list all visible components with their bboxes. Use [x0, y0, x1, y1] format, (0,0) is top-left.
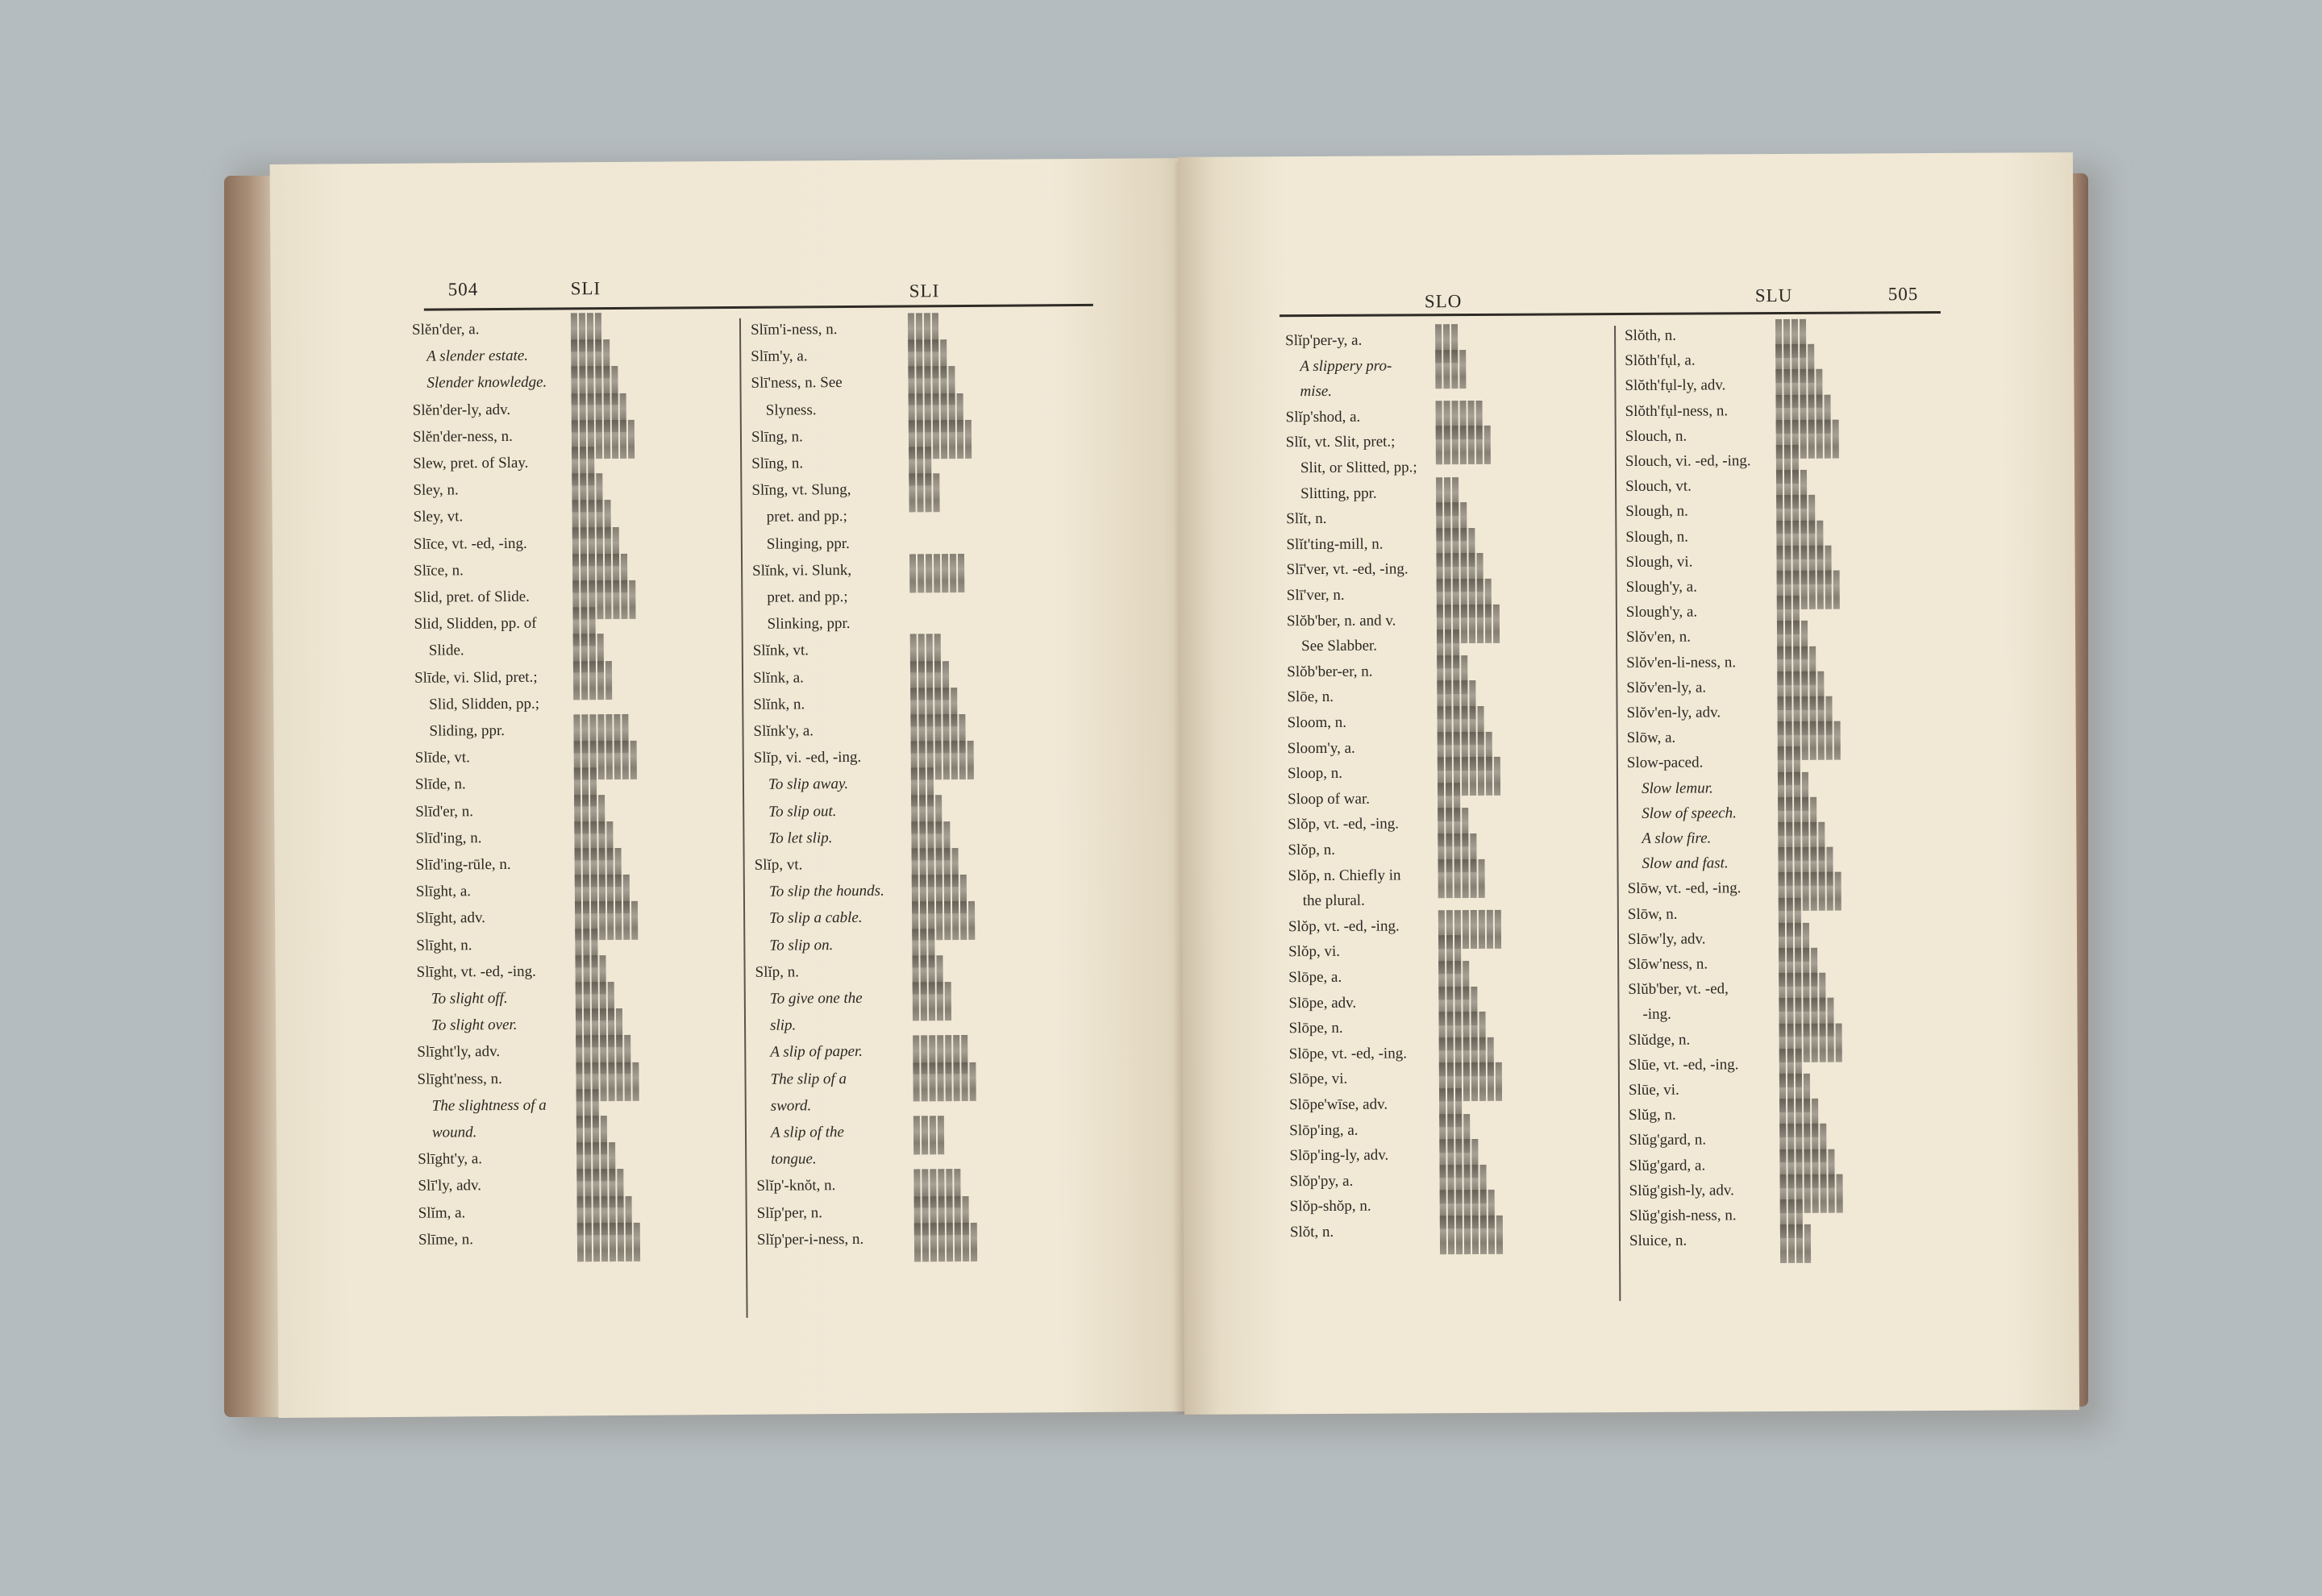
entry-headword: A slow fire.: [1642, 829, 1712, 847]
entry-headword: Slow lemur.: [1641, 779, 1713, 797]
entry-headword: Slīd'ing-rūle, n.: [415, 855, 511, 874]
entry-headword: Slūe, vi.: [1628, 1081, 1679, 1099]
right-header-rule: [1280, 311, 1941, 317]
entry-headword: mise.: [1300, 383, 1333, 401]
entry-headword: Slīng, vt. Slung,: [751, 481, 851, 500]
left-column-rule: [739, 318, 748, 1318]
entry-headword: Slĭt'ting-mill, n.: [1286, 535, 1384, 554]
entry-headword: -ing.: [1642, 1006, 1671, 1024]
right-page: [1178, 152, 2079, 1415]
entry-headword: Slīght, n.: [416, 936, 472, 954]
entry-headword: Slid, Slidden, pp.;: [429, 695, 540, 713]
entry-headword: Slow and fast.: [1642, 854, 1729, 873]
entry-headword: Slŏv'en, n.: [1625, 628, 1692, 646]
entry-headword: A slippery pro-: [1300, 357, 1392, 375]
entry-headword: Slĭp'-knŏt, n.: [756, 1177, 836, 1195]
entry-headword: wound.: [431, 1124, 477, 1141]
entry-headword: Slŭg'gard, a.: [1629, 1157, 1706, 1174]
entry-headword: Slīng, n.: [751, 428, 803, 446]
entry-headword: Slough'y, a.: [1625, 603, 1698, 621]
entry-headword: A slip of the: [770, 1124, 845, 1141]
entry-headword: Slender knowledge.: [427, 373, 547, 393]
entry-headword: Slŭg'gish-ly, adv.: [1629, 1182, 1734, 1199]
entry-headword: Slid, Slidden, pp. of: [414, 614, 537, 633]
entry-headword: Slŏth'fụl, a.: [1625, 351, 1696, 370]
entry-headword: Slinking, ppr.: [767, 615, 851, 633]
entry-headword: Slĭp'per, n.: [756, 1203, 823, 1222]
japanese-gloss: [577, 1223, 640, 1262]
left-page: [270, 158, 1198, 1418]
entry-headword: To slight over.: [431, 1016, 518, 1034]
entry-headword: To slip on.: [769, 936, 834, 954]
entry-headword: Slīm'y, a.: [751, 347, 808, 366]
entry-headword: Slŏp, n.: [1288, 841, 1336, 859]
entry-headword: Slōw, n.: [1627, 905, 1678, 923]
entry-headword: To slip out.: [768, 802, 837, 821]
entry-headword: Slŏv'en-ly, a.: [1626, 679, 1707, 696]
entry-headword: Slĭnk'y, a.: [753, 722, 814, 740]
entry-headword: Slough, n.: [1625, 502, 1688, 521]
entry-headword: Slīght, adv.: [416, 909, 486, 928]
entry-headword: Slīde, vi. Slid, pret.;: [414, 668, 538, 687]
entry-headword: Slough, vi.: [1625, 553, 1693, 571]
entry-headword: Slīght'ness, n.: [417, 1070, 502, 1088]
entry-headword: Sley, vt.: [413, 508, 464, 526]
entry-headword: A slip of paper.: [770, 1043, 863, 1062]
right-column-rule: [1614, 326, 1621, 1301]
entry-headword: The slip of a: [770, 1070, 847, 1088]
entry-headword: tongue.: [771, 1150, 817, 1168]
entry-headword: Slōp'ing-ly, adv.: [1289, 1146, 1389, 1165]
entry-headword: A slender estate.: [427, 347, 529, 365]
japanese-gloss: [913, 982, 951, 1020]
entry-headword: Slŏp, vi.: [1288, 943, 1341, 961]
left-header-rule: [424, 304, 1093, 311]
japanese-gloss: [909, 554, 964, 592]
entry-headword: Slough'y, a.: [1625, 578, 1697, 596]
entry-headword: Slŏp, vt. -ed, -ing.: [1288, 917, 1400, 936]
japanese-gloss: [573, 661, 612, 700]
entry-headword: Slĭnk, a.: [752, 668, 804, 687]
entry-headword: Slouch, n.: [1625, 427, 1687, 445]
entry-headword: Slŭg'gish-ness, n.: [1629, 1207, 1737, 1225]
entry-headword: Slŏt, n.: [1289, 1223, 1334, 1241]
entry-headword: To slip away.: [768, 775, 849, 794]
entry-headword: pret. and pp.;: [767, 588, 848, 606]
entry-headword: Slōpe, n.: [1288, 1020, 1343, 1037]
entry-headword: Slŭdge, n.: [1628, 1031, 1691, 1049]
entry-headword: Slĭp, n.: [755, 963, 800, 981]
entry-headword: Slit, or Slitted, pp.;: [1300, 459, 1417, 477]
entry-headword: Slyness.: [765, 401, 817, 419]
entry-headword: Slĕn'der-ness, n.: [412, 427, 513, 446]
entry-headword: To slight off.: [431, 989, 508, 1008]
entry-headword: Slŏth'fụl-ness, n.: [1625, 401, 1729, 420]
japanese-gloss: [1435, 350, 1466, 389]
entry-headword: Slĭp, vt.: [754, 856, 803, 874]
entry-headword: Slīght'y, a.: [418, 1150, 483, 1168]
entry-headword: Slŭb'ber, vt. -ed,: [1628, 980, 1729, 999]
entry-headword: Slīde, n.: [414, 775, 466, 794]
entry-headword: Sluice, n.: [1629, 1232, 1687, 1250]
entry-headword: Slīde, vt.: [414, 749, 470, 767]
entry-headword: Slitting, ppr.: [1300, 484, 1377, 502]
entry-headword: Slīce, n.: [414, 562, 464, 580]
entry-headword: Slōpe, a.: [1288, 968, 1342, 987]
entry-headword: Slī'ly, adv.: [418, 1177, 482, 1195]
entry-headword: Slŏth, n.: [1625, 326, 1677, 345]
entry-headword: Slĕn'der-ly, adv.: [412, 401, 511, 419]
entry-headword: Slī'ness, n. See: [751, 374, 843, 393]
japanese-gloss: [914, 1223, 977, 1262]
entry-headword: Slīd'ing, n.: [415, 829, 482, 847]
entry-headword: Slōw, vt. -ed, -ing.: [1627, 879, 1742, 898]
japanese-gloss: [1440, 1216, 1503, 1254]
entry-headword: Slīm'i-ness, n.: [750, 321, 838, 339]
entry-headword: Slĭp'shod, a.: [1285, 408, 1361, 426]
entry-headword: Slĭnk, vi. Slunk,: [752, 561, 852, 580]
entry-headword: Slŏb'ber, n. and v.: [1286, 612, 1396, 630]
entry-headword: Slŏp'py, a.: [1289, 1172, 1354, 1191]
entry-headword: Slŏth'fụl-ly, adv.: [1625, 376, 1726, 395]
entry-headword: The slightness of a: [431, 1096, 547, 1115]
entry-headword: Slōp'ing, a.: [1289, 1121, 1359, 1139]
entry-headword: Slŏp-shŏp, n.: [1289, 1198, 1371, 1216]
entry-headword: Slĭp'per-i-ness, n.: [756, 1230, 864, 1249]
entry-headword: Slĭnk, n.: [753, 696, 805, 713]
japanese-gloss: [1780, 1224, 1811, 1263]
left-page-number: 504: [447, 279, 479, 300]
entry-headword: Slĭnk, vt.: [752, 642, 809, 660]
entry-headword: Slīght'ly, adv.: [417, 1043, 501, 1062]
entry-headword: Slide.: [428, 642, 464, 660]
entry-headword: Slōpe, adv.: [1288, 994, 1357, 1012]
japanese-gloss: [913, 1116, 944, 1154]
entry-headword: Slow of speech.: [1642, 804, 1737, 822]
entry-headword: Slŏv'en-li-ness, n.: [1626, 653, 1737, 671]
entry-headword: sword.: [770, 1097, 812, 1115]
japanese-gloss: [909, 473, 939, 512]
entry-headword: Slŏb'ber-er, n.: [1287, 663, 1373, 681]
japanese-gloss: [1436, 426, 1491, 464]
entry-headword: Slow-paced.: [1626, 754, 1704, 772]
entry-headword: pret. and pp.;: [766, 508, 847, 526]
entry-headword: Sloop of war.: [1288, 790, 1371, 808]
entry-headword: Slīce, vt. -ed, -ing.: [413, 534, 527, 553]
entry-headword: Slōw'ness, n.: [1628, 955, 1708, 974]
left-guide-word-right: SLI: [909, 281, 940, 301]
entry-headword: Slŏp, n. Chiefly in: [1288, 867, 1401, 884]
entry-headword: Slōpe, vi.: [1288, 1070, 1348, 1088]
entry-headword: Slinging, ppr.: [766, 534, 850, 553]
entry-headword: Slōe, n.: [1287, 688, 1334, 706]
entry-headword: Slī'ver, vt. -ed, -ing.: [1286, 560, 1409, 579]
entry-headword: Slĭp, vi. -ed, -ing.: [753, 749, 862, 767]
entry-headword: Slew, pret. of Slay.: [413, 454, 529, 472]
right-page-number: 505: [1887, 284, 1919, 305]
entry-headword: Slūe, vt. -ed, -ing.: [1628, 1056, 1739, 1074]
entry-headword: the plural.: [1302, 892, 1365, 910]
entry-headword: Sloom'y, a.: [1287, 739, 1355, 757]
entry-headword: Slōw, a.: [1626, 729, 1676, 747]
entry-headword: Sliding, ppr.: [429, 721, 506, 740]
entry-headword: See Slabber.: [1301, 637, 1378, 655]
entry-headword: Slīd'er, n.: [415, 802, 474, 821]
entry-headword: Slid, pret. of Slide.: [414, 588, 530, 606]
entry-headword: Slouch, vt.: [1625, 477, 1692, 496]
entry-headword: Slīght, vt. -ed, -ing.: [416, 962, 536, 981]
entry-headword: Slĭm, a.: [418, 1203, 466, 1222]
entry-headword: To give one the: [769, 989, 863, 1008]
entry-headword: Slŏv'en-ly, adv.: [1626, 704, 1721, 722]
entry-headword: Slŭg'gard, n.: [1629, 1131, 1707, 1149]
entry-headword: Slīme, n.: [418, 1231, 474, 1249]
entry-headword: Slĭt, n.: [1286, 510, 1327, 528]
entry-headword: Slīng, n.: [751, 455, 804, 472]
entry-headword: Sley, n.: [413, 481, 459, 499]
entry-headword: Slōpe'wīse, adv.: [1289, 1095, 1388, 1114]
japanese-gloss: [1438, 859, 1484, 898]
entry-headword: Slouch, vi. -ed, -ing.: [1625, 452, 1751, 471]
entry-headword: Slŭg, n.: [1629, 1106, 1676, 1124]
entry-headword: Slough, n.: [1625, 528, 1689, 546]
entry-headword: slip.: [769, 1016, 797, 1034]
left-guide-word-left: SLI: [570, 278, 601, 299]
entry-headword: Slīght, a.: [415, 883, 472, 900]
entry-headword: Slĭp'per-y, a.: [1285, 331, 1363, 350]
entry-headword: Slĭt, vt. Slit, pret.;: [1285, 433, 1396, 451]
entry-headword: Sloop, n.: [1287, 765, 1343, 783]
entry-headword: To slip the hounds.: [768, 882, 884, 900]
japanese-gloss: [913, 1062, 976, 1102]
right-guide-word-right: SLU: [1754, 285, 1793, 306]
entry-headword: Slī'ver, n.: [1286, 586, 1345, 605]
entry-headword: To let slip.: [768, 829, 833, 847]
entry-headword: Slŏp, vt. -ed, -ing.: [1288, 815, 1400, 833]
entry-headword: Slōw'ly, adv.: [1627, 930, 1706, 948]
entry-headword: To slip a cable.: [769, 909, 863, 928]
entry-headword: Slōpe, vt. -ed, -ing.: [1288, 1045, 1407, 1063]
entry-headword: Slĕn'der, a.: [411, 321, 480, 339]
entry-headword: Sloom, n.: [1287, 713, 1347, 732]
right-guide-word-left: SLO: [1424, 291, 1463, 312]
